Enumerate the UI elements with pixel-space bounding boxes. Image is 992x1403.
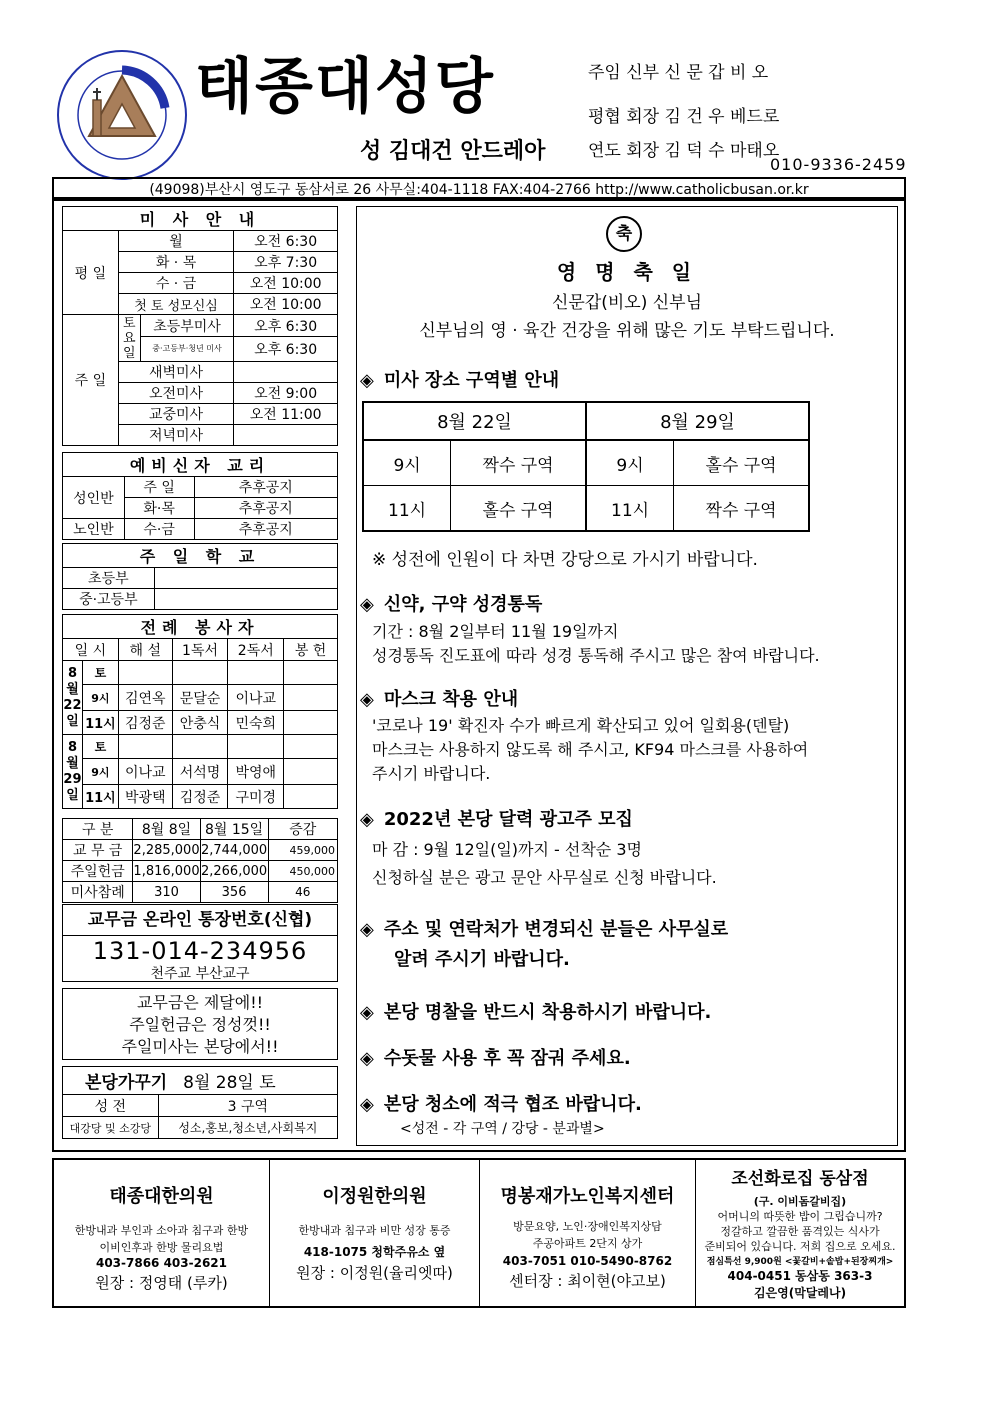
ad-name: 이정원한의원: [322, 1186, 427, 1207]
liturgy-cell: [284, 711, 338, 735]
liturgy-cell: 이나교: [118, 759, 172, 785]
ad-name: 태종대한의원: [109, 1186, 214, 1207]
calendar-line: 신청하실 분은 광고 문안 사무실로 신청 바랍니다.: [372, 868, 717, 887]
mass-time: [234, 362, 338, 383]
finance-label: 미사참례: [63, 882, 133, 903]
mass-schedule-title: 미 사 안 내: [63, 207, 338, 231]
ad-line: 정갈하고 깔끔한 품격있는 식사가: [720, 1225, 880, 1238]
liturgy-table: [62, 614, 338, 809]
diamond-icon: ◈: [360, 809, 374, 830]
mass-name: 중·고등부·청년 미사: [140, 337, 234, 362]
ad-phone: 403-7866 403-2621: [95, 1256, 228, 1270]
cleaning-area: 성 전: [63, 1095, 159, 1117]
address-change-notice: [360, 915, 728, 975]
celebration-badge: 축: [606, 216, 642, 252]
senior-class-label: 노인반: [63, 519, 125, 540]
finance-change: 450,000: [268, 861, 337, 882]
zone-assignment: 짝수 구역: [674, 486, 809, 532]
bible-line: 기간 : 8월 2일부터 11월 19일까지: [372, 622, 619, 641]
ads-footer: [52, 1158, 906, 1308]
sunday-school-table: [62, 543, 338, 610]
finance-header: 8월 15일: [200, 819, 268, 840]
celebration-name: 신문갑(비오) 신부님: [551, 293, 703, 313]
liturgy-cell: 박광택: [118, 785, 172, 809]
zone-assignment: 짝수 구역: [451, 440, 586, 486]
liturgy-cell: [118, 661, 172, 685]
ad-sub: (구. 이비돔갈비집): [753, 1195, 847, 1208]
bible-heading-text: 신약, 구약 성경통독: [383, 594, 543, 615]
diamond-icon: ◈: [360, 1094, 374, 1115]
ad-name: 명봉재가노인복지센터: [500, 1186, 675, 1207]
clean-text: 본당 청소에 적극 협조 바랍니다.: [383, 1094, 642, 1115]
liturgy-date: 8월29일: [63, 735, 83, 809]
ad-oriental-clinic-2: [270, 1160, 480, 1306]
diamond-icon: ◈: [360, 370, 374, 391]
address-change-line: 알려 주시기 바랍니다.: [394, 949, 570, 970]
liturgy-cell: 박영애: [228, 759, 284, 785]
church-patron: 성 김대건 안드레아: [360, 139, 546, 164]
mass-day: 월: [118, 231, 234, 252]
mass-time: 오전 10:00: [234, 273, 338, 294]
diamond-icon: ◈: [360, 594, 374, 615]
liturgy-time: 토: [82, 661, 118, 685]
bible-heading: [360, 590, 542, 616]
mass-time: 오전 11:00: [234, 404, 338, 425]
finance-value: 2,266,000: [200, 861, 268, 882]
school-division: 초등부: [63, 568, 155, 589]
liturgy-title: 전례 봉사자: [63, 615, 338, 639]
liturgy-header: 2독서: [228, 639, 284, 661]
prayer-president-line: 연도 회장 김 덕 수 마태오: [588, 141, 780, 161]
faucet-notice: [360, 1044, 631, 1070]
sunday-label: 주 일: [63, 315, 119, 446]
cleaning-table: [62, 1066, 338, 1139]
class-day: 화·목: [124, 498, 194, 519]
class-day: 주 일: [124, 477, 194, 498]
zone-assignment: 홀수 구역: [451, 486, 586, 532]
mass-time: 오후 7:30: [234, 252, 338, 273]
celebration-title: 영 명 축 일: [556, 260, 698, 284]
clean-note: <성전 - 각 구역 / 강당 - 분과별>: [400, 1121, 605, 1137]
diamond-icon: ◈: [360, 1048, 374, 1069]
address-change-line: 주소 및 연락처가 변경되신 분들은 사무실로: [383, 919, 729, 940]
liturgy-cell: [284, 735, 338, 759]
finance-label: 교 무 금: [63, 840, 133, 861]
ad-line: 한방내과 침구과 비만 성장 통증: [298, 1224, 451, 1237]
liturgy-time: 9시: [82, 685, 118, 711]
mass-name: 새벽미사: [118, 362, 234, 383]
contact-phone: 010-9336-2459: [770, 155, 907, 174]
finance-value: 310: [133, 882, 200, 903]
ad-oriental-clinic-1: [54, 1160, 270, 1306]
liturgy-cell: [172, 735, 228, 759]
liturgy-cell: [228, 661, 284, 685]
diamond-icon: ◈: [360, 919, 374, 940]
liturgy-header: 1독서: [172, 639, 228, 661]
liturgy-cell: 김정준: [118, 711, 172, 735]
ad-special: 점심특선 9,900원 <꽃갈비+솥밥+된장찌개>: [706, 1257, 894, 1267]
liturgy-cell: [284, 685, 338, 711]
zone-time: 11시: [363, 486, 451, 532]
account-box: [62, 904, 338, 982]
mass-day: 수 · 금: [118, 273, 234, 294]
ad-restaurant: [696, 1160, 904, 1306]
finance-header: 구 분: [63, 819, 133, 840]
liturgy-cell: 민숙희: [228, 711, 284, 735]
clean-notice: [360, 1090, 642, 1116]
calendar-line: 마 감 : 9월 12일(일)까지 - 선착순 3명: [372, 840, 642, 859]
faucet-text: 수돗물 사용 후 꼭 잠궈 주세요.: [383, 1048, 631, 1069]
finance-value: 2,285,000: [133, 840, 200, 861]
mass-time: 오전 9:00: [234, 383, 338, 404]
nametag-notice: [360, 998, 711, 1024]
ad-director: 김은영(막달레나): [753, 1286, 847, 1300]
liturgy-cell: [284, 785, 338, 809]
ad-line: 어머니의 따뜻한 밥이 그립습니까?: [717, 1210, 883, 1223]
liturgy-cell: 서석명: [172, 759, 228, 785]
account-holder: 천주교 부산교구: [150, 966, 250, 982]
ad-phone: 418-1075 청학주유소 옆: [303, 1245, 446, 1259]
slogan-box: [62, 988, 338, 1060]
zone-time: 9시: [586, 440, 674, 486]
ad-director: 원장 : 이정원(율리엣따): [296, 1264, 453, 1282]
church-title: 태종대성당: [195, 52, 495, 122]
mask-heading-text: 마스크 착용 안내: [383, 689, 519, 710]
ad-line: 주공아파트 2단지 상가: [532, 1237, 643, 1250]
mass-day: 화 · 목: [118, 252, 234, 273]
finance-label: 주일헌금: [63, 861, 133, 882]
zone-time: 11시: [586, 486, 674, 532]
address-bar: (49098)부산시 영도구 동삼서로 26 사무실:404-1118 FAX:404-2766 http://www.catholicbusan.or.kr: [52, 177, 906, 199]
slogan-line: 주일미사는 본당에서!!: [121, 1037, 279, 1056]
zone-date: 8월 29일: [586, 402, 809, 440]
catechumen-title: 예비신자 교리: [63, 453, 338, 477]
mass-name: 저녁미사: [118, 425, 234, 446]
mass-name: 오전미사: [118, 383, 234, 404]
liturgy-date: 8월22일: [63, 661, 83, 735]
mask-heading: [360, 685, 518, 711]
zone-assignment: 홀수 구역: [674, 440, 809, 486]
council-president-line: 평협 회장 김 건 우 베드로: [588, 107, 780, 127]
class-day: 수·금: [124, 519, 194, 540]
finance-value: 1,816,000: [133, 861, 200, 882]
finance-change: 46: [268, 882, 337, 903]
mass-schedule-table: [62, 206, 338, 446]
mass-time: 오전 10:00: [234, 294, 338, 315]
class-value: 추후공지: [194, 519, 337, 540]
adult-class-label: 성인반: [63, 477, 125, 519]
ad-line: 준비되어 있습니다. 저희 집으로 오세요.: [704, 1240, 896, 1253]
liturgy-cell: [118, 735, 172, 759]
mass-time: [234, 425, 338, 446]
ad-line: 한방내과 부인과 소아과 침구과 한방: [74, 1224, 249, 1237]
ad-director: 센터장 : 최이현(야고보): [509, 1272, 666, 1290]
liturgy-time: 토: [82, 735, 118, 759]
account-number: 131-014-234956: [92, 937, 308, 965]
zone-time: 9시: [363, 440, 451, 486]
liturgy-header: 일 시: [63, 639, 119, 661]
liturgy-time: 11시: [82, 711, 118, 735]
sunday-school-title: 주 일 학 교: [63, 544, 338, 568]
ad-line: 방문요양, 노인·장애인복지상담: [513, 1220, 662, 1233]
ad-name: 조선화로집 동삼점: [731, 1169, 869, 1189]
liturgy-header: 해 설: [118, 639, 172, 661]
cleaning-date: 8월 28일 토: [183, 1073, 276, 1093]
ad-welfare-center: [480, 1160, 696, 1306]
ad-line: 이비인후과 한방 물리요법: [99, 1241, 224, 1254]
liturgy-cell: [284, 759, 338, 785]
mass-time: 오전 6:30: [234, 231, 338, 252]
liturgy-cell: 김연옥: [118, 685, 172, 711]
mass-time: 오후 6:30: [234, 315, 338, 337]
zone-heading: [360, 366, 559, 392]
pastor-line: 주임 신부 신 문 갑 비 오: [588, 63, 769, 83]
cleaning-assignee: 성소,홍보,청소년,사회복지: [158, 1117, 337, 1139]
cleaning-title: 본당가꾸기: [85, 1073, 168, 1093]
liturgy-cell: 구미경: [228, 785, 284, 809]
calendar-heading: [360, 805, 633, 831]
ad-phone: 403-7051 010-5490-8762: [502, 1254, 673, 1268]
liturgy-time: 9시: [82, 759, 118, 785]
finance-table: [62, 818, 338, 903]
diamond-icon: ◈: [360, 1002, 374, 1023]
finance-header: 증감: [268, 819, 337, 840]
mask-line: '코로나 19' 확진자 수가 빠르게 확산되고 있어 일회용(덴탈): [372, 716, 790, 735]
finance-value: 2,744,000: [200, 840, 268, 861]
mass-time: 오후 6:30: [234, 337, 338, 362]
diamond-icon: ◈: [360, 689, 374, 710]
zone-date: 8월 22일: [363, 402, 586, 440]
mass-name: 초등부미사: [140, 315, 234, 337]
class-value: 추후공지: [194, 498, 337, 519]
liturgy-header: 봉 헌: [284, 639, 338, 661]
mask-line: 주시기 바랍니다.: [372, 764, 491, 783]
finance-header: 8월 8일: [133, 819, 200, 840]
ad-phone: 404-0451 동삼동 363-3: [727, 1269, 873, 1283]
mass-name: 교중미사: [118, 404, 234, 425]
zone-heading-text: 미사 장소 구역별 안내: [383, 370, 560, 391]
account-title: 교무금 온라인 통장번호(신협): [63, 905, 337, 936]
slogan-line: 주일헌금은 정성껏!!: [129, 1015, 271, 1034]
zone-table: [362, 401, 810, 532]
cleaning-area: 대강당 및 소강당: [63, 1117, 159, 1139]
liturgy-cell: 이나교: [228, 685, 284, 711]
finance-change: 459,000: [268, 840, 337, 861]
finance-value: 356: [200, 882, 268, 903]
calendar-heading-text: 2022년 본당 달력 광고주 모집: [383, 809, 633, 830]
mass-day: 첫 토 성모신심: [118, 294, 234, 315]
liturgy-cell: 문달순: [172, 685, 228, 711]
class-value: 추후공지: [194, 477, 337, 498]
ad-director: 원장 : 정영태 (루카): [95, 1274, 228, 1292]
liturgy-cell: [284, 661, 338, 685]
zone-note: ※ 성전에 인원이 다 차면 강당으로 가시기 바랍니다.: [372, 550, 758, 570]
slogan-line: 교무금은 제달에!!: [136, 993, 264, 1012]
church-seal-logo: [55, 48, 190, 183]
catechumen-table: [62, 452, 338, 540]
nametag-text: 본당 명찰을 반드시 착용하시기 바랍니다.: [383, 1002, 712, 1023]
celebration-message: 신부님의 영 · 육간 건강을 위해 많은 기도 부탁드립니다.: [419, 321, 835, 341]
weekday-label: 평 일: [63, 231, 119, 315]
liturgy-time: 11시: [82, 785, 118, 809]
liturgy-cell: [228, 735, 284, 759]
mask-line: 마스크는 사용하지 않도록 해 주시고, KF94 마스크를 사용하여: [372, 740, 809, 759]
liturgy-cell: 안충식: [172, 711, 228, 735]
liturgy-cell: 김정준: [172, 785, 228, 809]
saturday-label: 토요일: [118, 315, 140, 362]
cleaning-assignee: 3 구역: [158, 1095, 337, 1117]
liturgy-cell: [172, 661, 228, 685]
school-division: 중·고등부: [63, 589, 155, 610]
bible-line: 성경통독 진도표에 따라 성경 통독해 주시고 많은 참여 바랍니다.: [372, 646, 820, 665]
